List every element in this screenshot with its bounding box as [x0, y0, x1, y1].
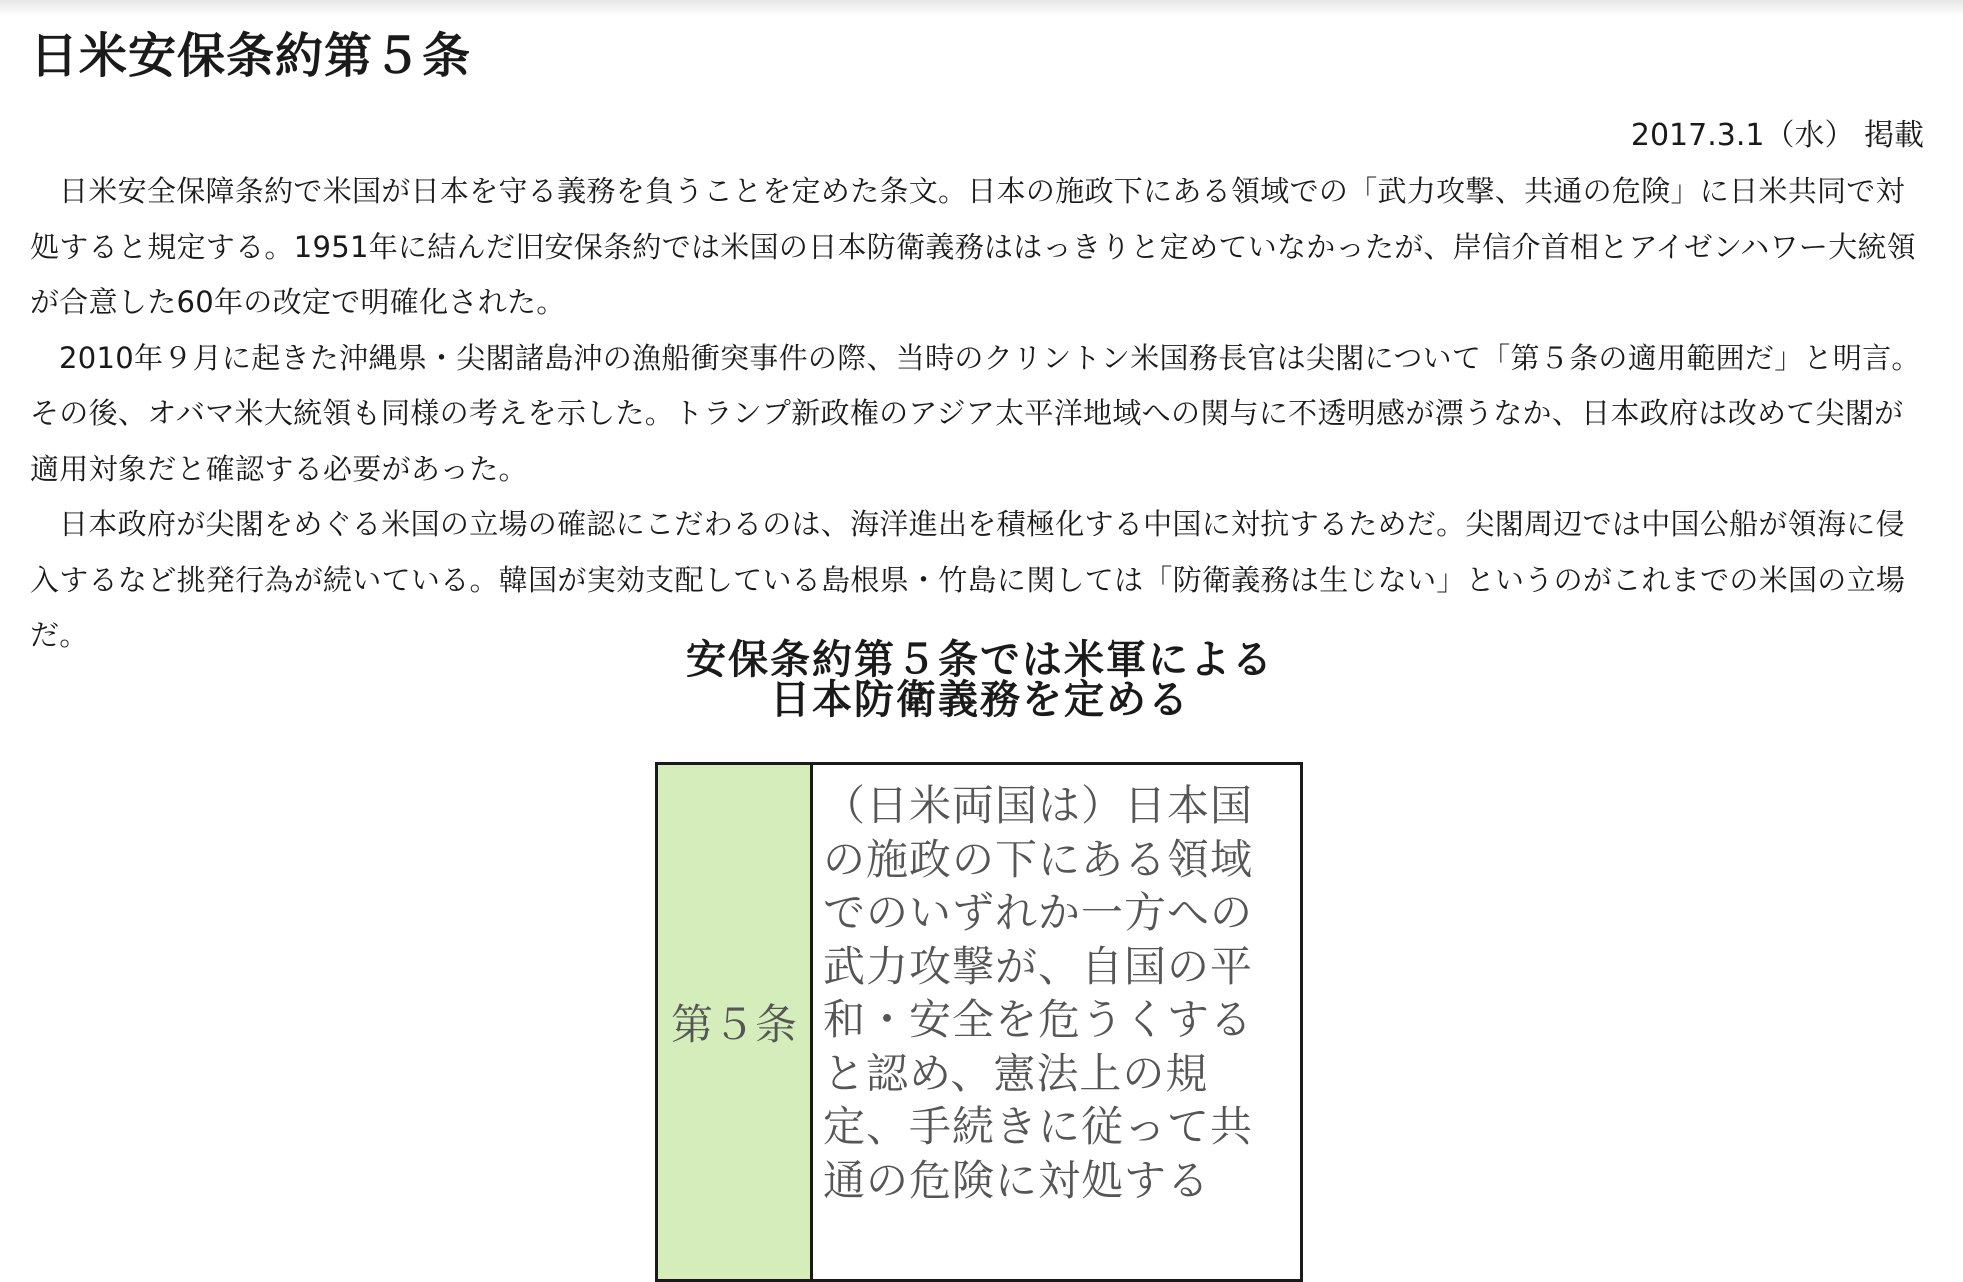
paragraph-1: 日米安全保障条約で米国が日本を守る義務を負うことを定めた条文。日本の施政下にある領域での「武力攻撃、共通の危険」に日米共同で対処すると規定する。1951年に結んだ旧安保条約では米国の日本防衛義務ははっきりと定めていなかったが、岸信介首相とアイゼンハワー大統領が合意した60年の改定で明確化された。 [30, 174, 1917, 319]
article-body [30, 164, 1930, 664]
paragraph-2: 2010年９月に起きた沖縄県・尖閣諸島沖の漁船衝突事件の際、当時のクリントン米国務長官は尖閣について「第５条の適用範囲だ」と明言。その後、オバマ米大統領も同様の考えを示した。トランプ新政権のアジア太平洋地域への関与に不透明感が漂うなか、日本政府は改めて尖閣が適用対象だと確認する必要があった。 [30, 340, 1921, 486]
article-5-table [655, 762, 1303, 1282]
article-figure [650, 637, 1310, 1282]
paragraph-3: 日本政府が尖閣をめぐる米国の立場の確認にこだわるのは、海洋進出を積極化する中国に対抗するためだ。尖閣周辺では中国公船が領海に侵入するなど挑発行為が続いている。韓国が実効支配している島根県・竹島に関しては「防衛義務は生じない」というのがこれまでの米国の立場だ。 [30, 507, 1906, 652]
publish-date: 2017.3.1（水） 掲載 [1630, 118, 1924, 153]
figure-title-line-2: 日本防衛義務を定める [770, 677, 1190, 723]
article [30, 24, 1930, 664]
figure-title-line-1: 安保条約第５条では米軍による [686, 637, 1274, 683]
article-5-label: 第５条 [658, 765, 813, 1279]
article-title: 日米安保条約第５条 [30, 28, 472, 84]
figure-title [650, 637, 1310, 723]
top-bar-shadow [0, 0, 1963, 16]
article-5-text: （日米両国は）日本国の施政の下にある領域でのいずれか一方への武力攻撃が、自国の平和・安全を危うくすると認め、憲法上の規定、手続きに従って共通の危険に対処する [823, 781, 1254, 1205]
